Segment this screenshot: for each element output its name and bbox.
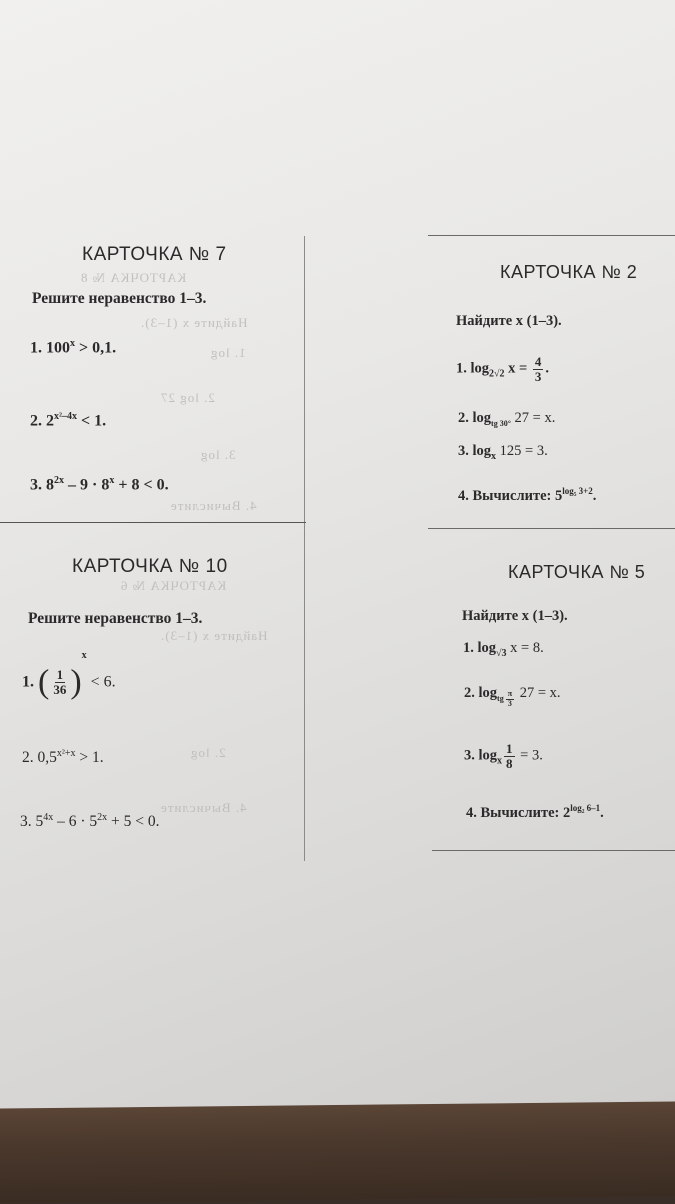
term: – 9 · 8 xyxy=(64,476,110,494)
task-number: 1. xyxy=(456,360,467,377)
open-paren: ( xyxy=(38,663,50,701)
end: . xyxy=(545,360,550,377)
exponent: x²+x xyxy=(56,748,76,759)
task-number: 3. xyxy=(464,747,475,764)
base: 5 xyxy=(554,487,563,504)
card5-instruction: Найдите x (1–3). xyxy=(462,608,568,624)
ghost-text: 2. log 27 xyxy=(160,390,215,405)
log-base xyxy=(497,689,516,708)
log: log xyxy=(472,410,492,426)
log: log xyxy=(477,640,497,656)
base: 0,5 xyxy=(37,749,57,767)
right-top-rule xyxy=(428,235,675,236)
ghost-text: 1. log xyxy=(210,345,246,360)
card2-task-1 xyxy=(456,355,549,383)
task-number: 1. xyxy=(463,640,474,656)
task-number: 2. xyxy=(30,412,42,430)
rest: < 1. xyxy=(77,412,107,430)
log: log xyxy=(478,685,498,701)
card2-title: КАРТОЧКА № 2 xyxy=(500,262,638,282)
rest: + 8 < 0. xyxy=(114,476,169,494)
fraction-denominator: 3 xyxy=(507,698,512,708)
ghost-text: КАРТОЧКА № 6 xyxy=(120,578,227,593)
ghost-text: 3. log xyxy=(200,447,236,462)
ghost-text: Найдите x (1–3). xyxy=(140,315,248,330)
rest: 27 = x. xyxy=(510,410,556,426)
card7-task-2 xyxy=(30,411,106,430)
fraction-denominator: 3 xyxy=(534,368,542,384)
fraction-numerator: π xyxy=(507,689,513,699)
fraction-numerator: 4 xyxy=(534,354,542,369)
end: . xyxy=(592,487,597,504)
card10-title: КАРТОЧКА № 10 xyxy=(72,556,228,577)
log-base: tg 30° xyxy=(491,418,511,428)
left-card-divider-vertical xyxy=(304,236,305,861)
base: 100 xyxy=(46,339,70,357)
exponent: x²–4x xyxy=(54,411,77,422)
term: – 6 · 5 xyxy=(53,813,98,831)
rest: 125 = 3. xyxy=(496,443,548,459)
ghost-text: 2. log xyxy=(190,745,226,760)
log-base: 2√2 xyxy=(489,368,505,380)
label: Вычислите: xyxy=(468,487,555,504)
fraction xyxy=(506,690,514,708)
task-number: 4. xyxy=(466,804,477,821)
card5-task-4 xyxy=(466,803,604,822)
task-number: 4. xyxy=(458,487,469,504)
wooden-floor xyxy=(0,1101,675,1203)
task-number: 1. xyxy=(22,673,34,691)
rest: > 0,1. xyxy=(75,339,117,357)
card10-task-1 xyxy=(22,650,116,699)
card7-instruction: Решите неравенство 1–3. xyxy=(32,290,207,307)
rest: > 1. xyxy=(75,749,104,767)
tg-label: tg xyxy=(497,693,504,703)
task-number: 1. xyxy=(30,339,42,357)
fraction-denominator: 36 xyxy=(53,681,67,697)
log: log xyxy=(470,360,490,377)
exponent: log₂ 6–1 xyxy=(570,803,601,813)
right-middle-rule xyxy=(428,528,675,529)
task-number: 3. xyxy=(30,476,42,494)
card5-task-1 xyxy=(463,640,544,659)
fraction xyxy=(533,355,544,383)
log: log xyxy=(478,747,498,764)
base: 2 xyxy=(562,804,571,821)
log: log xyxy=(472,443,492,459)
exponent: 2x xyxy=(54,475,64,486)
base: 2 xyxy=(46,412,54,430)
left-card-separator xyxy=(0,522,306,523)
ghost-text: 4. Вычислите xyxy=(160,800,247,815)
fraction xyxy=(504,742,515,770)
rest: x = 8. xyxy=(506,640,544,656)
card10-task-2 xyxy=(22,748,104,767)
card5-task-2 xyxy=(464,685,561,708)
exponent: x xyxy=(70,338,75,349)
card2-task-3 xyxy=(458,443,548,462)
rest: = 3. xyxy=(516,747,543,764)
card7-task-3 xyxy=(30,475,169,494)
exponent: x xyxy=(109,475,115,486)
fraction-numerator: 1 xyxy=(56,667,64,683)
log-base: √3 xyxy=(496,647,507,659)
fraction xyxy=(51,668,68,696)
exponent: x xyxy=(81,650,87,661)
rest: + 5 < 0. xyxy=(107,813,160,831)
task-number: 2. xyxy=(464,685,475,701)
exponent: log₅ 3+2 xyxy=(562,486,593,496)
fraction-denominator: 8 xyxy=(506,755,513,771)
card2-task-4 xyxy=(458,486,596,505)
log-base: x xyxy=(491,450,497,462)
card7-title: КАРТОЧКА № 7 xyxy=(82,244,227,265)
log-base: x xyxy=(497,755,503,767)
exponent: 4x xyxy=(43,812,54,823)
card5-title: КАРТОЧКА № 5 xyxy=(508,562,646,582)
label: Вычислите: xyxy=(476,804,563,821)
card5-task-3 xyxy=(464,742,543,770)
close-paren: ) xyxy=(70,663,82,701)
card7-task-1 xyxy=(30,338,116,357)
card10-task-3 xyxy=(20,812,160,831)
base: 8 xyxy=(46,476,54,494)
fraction-numerator: 1 xyxy=(506,741,513,756)
ghost-text: Найдите x (1–3). xyxy=(160,628,268,643)
rest: 27 = x. xyxy=(516,685,561,701)
base: 5 xyxy=(35,813,44,831)
task-number: 3. xyxy=(458,443,469,459)
exponent: 2x xyxy=(97,812,108,823)
task-number: 2. xyxy=(458,410,469,426)
rest: < 6. xyxy=(86,673,116,691)
end: . xyxy=(600,804,604,821)
middle: x = xyxy=(504,360,531,377)
task-number: 2. xyxy=(22,749,34,767)
ghost-text: 4. Вычислите xyxy=(170,498,257,513)
card2-task-2 xyxy=(458,410,555,428)
card2-instruction: Найдите x (1–3). xyxy=(456,313,562,329)
card10-instruction: Решите неравенство 1–3. xyxy=(28,610,203,627)
ghost-text: КАРТОЧКА № 8 xyxy=(80,270,187,285)
right-bottom-rule xyxy=(432,850,675,851)
task-number: 3. xyxy=(20,813,32,831)
